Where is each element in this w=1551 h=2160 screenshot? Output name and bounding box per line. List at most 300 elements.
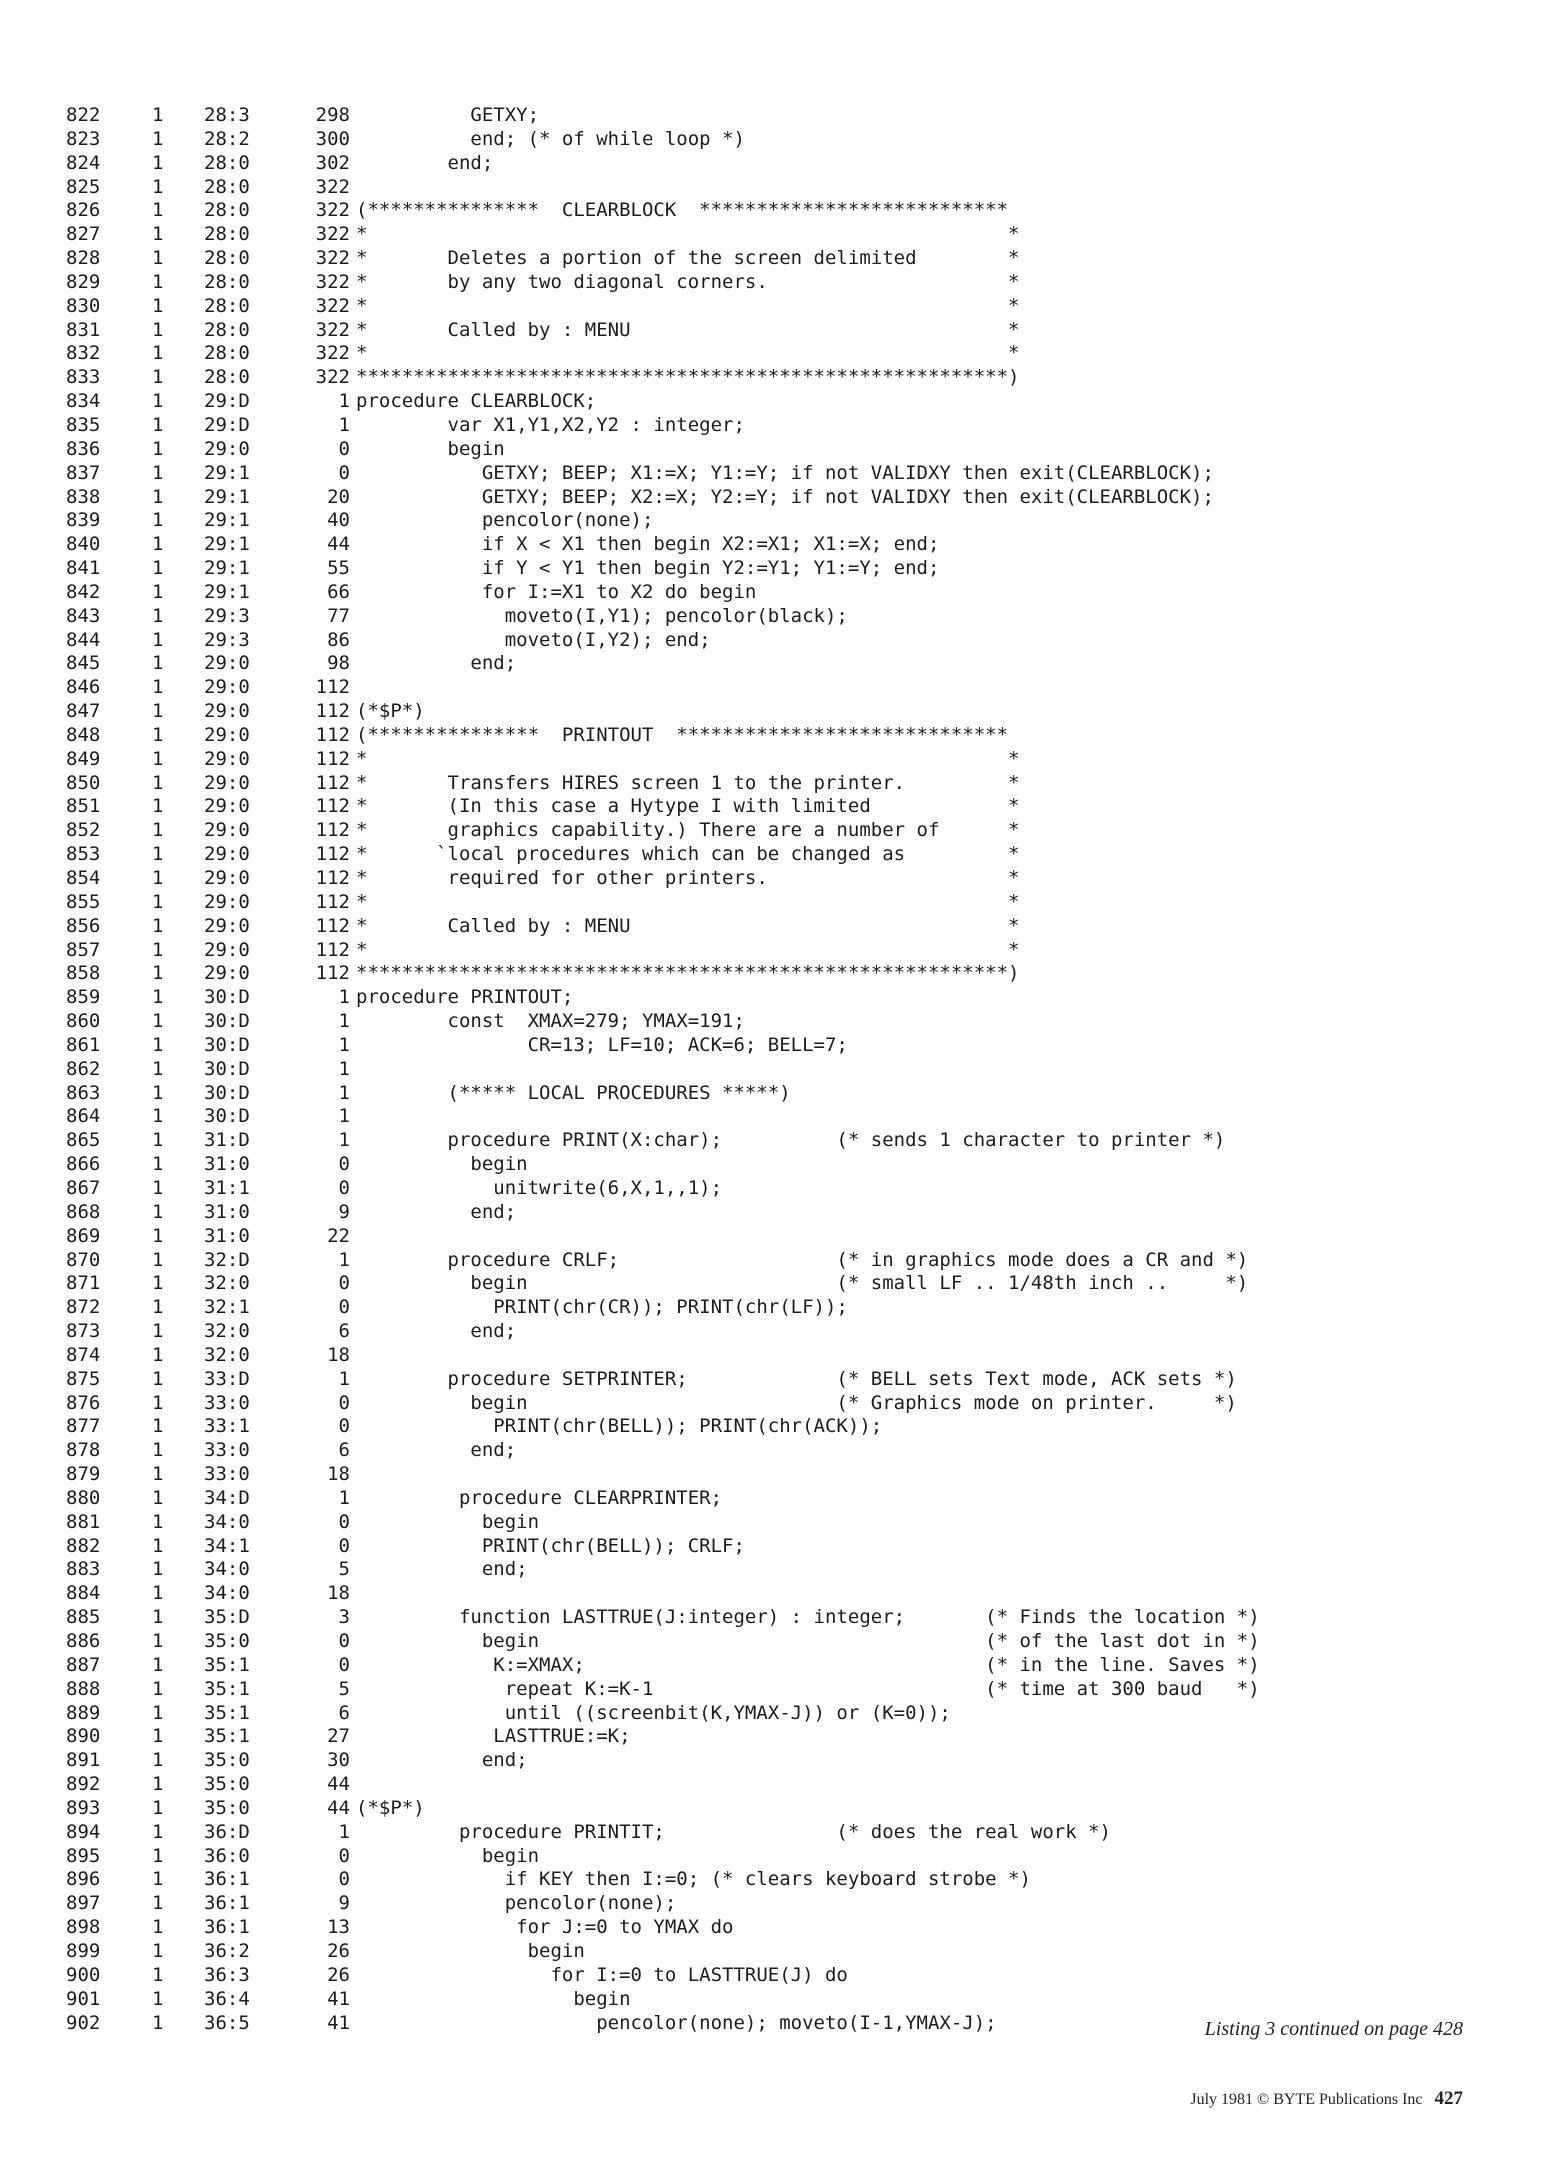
source-code: *********************************************************) — [356, 962, 1020, 985]
listing-row — [64, 1845, 1484, 1869]
segment-proc: 35:0 — [204, 1796, 250, 1819]
code-offset: 18 — [327, 1343, 350, 1366]
source-code: * * — [356, 938, 1020, 961]
segment-proc: 28:0 — [204, 294, 250, 317]
segment-proc: 28:3 — [204, 104, 250, 126]
code-offset: 0 — [338, 1534, 350, 1557]
segment-proc: 32:D — [204, 1248, 250, 1271]
code-offset: 1 — [338, 1033, 350, 1056]
lex-level: 1 — [152, 270, 164, 293]
lex-level: 1 — [152, 1820, 164, 1843]
listing-row — [64, 557, 1484, 581]
lex-level: 1 — [152, 1701, 164, 1724]
lex-level: 1 — [152, 580, 164, 603]
code-offset: 1 — [338, 1105, 350, 1128]
code-offset: 1 — [338, 986, 350, 1009]
segment-proc: 35:1 — [204, 1701, 250, 1724]
line-number: 862 — [66, 1057, 101, 1080]
line-number: 827 — [66, 223, 101, 246]
segment-proc: 30:D — [204, 1081, 250, 1104]
listing-row — [64, 199, 1484, 223]
line-number: 897 — [66, 1892, 101, 1915]
listing-row — [64, 1082, 1484, 1106]
segment-proc: 28:0 — [204, 199, 250, 222]
code-offset: 1 — [338, 413, 350, 436]
code-offset: 0 — [338, 1868, 350, 1891]
segment-proc: 28:0 — [204, 175, 250, 198]
code-offset: 86 — [327, 628, 350, 651]
line-number: 838 — [66, 485, 101, 508]
source-code: begin — [356, 1153, 528, 1176]
code-offset: 44 — [327, 1773, 350, 1796]
line-number: 849 — [66, 747, 101, 770]
source-code: moveto(I,Y2); end; — [356, 628, 711, 651]
line-number: 830 — [66, 294, 101, 317]
lex-level: 1 — [152, 2011, 164, 2034]
segment-proc: 32:0 — [204, 1272, 250, 1295]
segment-proc: 36:1 — [204, 1916, 250, 1939]
listing-row — [64, 1153, 1484, 1177]
lex-level: 1 — [152, 366, 164, 389]
lex-level: 1 — [152, 676, 164, 699]
listing-row — [64, 724, 1484, 748]
code-offset: 322 — [315, 247, 350, 270]
listing-row — [64, 1129, 1484, 1153]
source-code: until ((screenbit(K,YMAX-J)) or (K=0)); — [356, 1701, 951, 1724]
listing-row — [64, 1249, 1484, 1273]
lex-level: 1 — [152, 1868, 164, 1891]
line-number: 875 — [66, 1367, 101, 1390]
lex-level: 1 — [152, 1200, 164, 1223]
listing-row — [64, 247, 1484, 271]
source-code: * `local procedures which can be changed as * — [356, 843, 1020, 866]
lex-level: 1 — [152, 914, 164, 937]
source-code: procedure PRINTIT; (* does the real work *) — [356, 1820, 1111, 1843]
lex-level: 1 — [152, 1367, 164, 1390]
lex-level: 1 — [152, 843, 164, 866]
line-number: 896 — [66, 1868, 101, 1891]
lex-level: 1 — [152, 867, 164, 889]
listing-row — [64, 1487, 1484, 1511]
source-code: * by any two diagonal corners. * — [356, 270, 1020, 293]
source-code: pencolor(none); moveto(I-1,YMAX-J); — [356, 2011, 997, 2034]
source-code: for I:=0 to LASTTRUE(J) do — [356, 1963, 848, 1986]
segment-proc: 29:0 — [204, 723, 250, 746]
lex-level: 1 — [152, 199, 164, 222]
lex-level: 1 — [152, 437, 164, 460]
listing-row — [64, 772, 1484, 796]
segment-proc: 35:0 — [204, 1773, 250, 1796]
source-code: K:=XMAX; (* in the line. Saves *) — [356, 1653, 1260, 1676]
line-number: 894 — [66, 1820, 101, 1843]
code-offset: 1 — [338, 1010, 350, 1033]
source-code: procedure CRLF; (* in graphics mode does a CR and *) — [356, 1248, 1249, 1271]
lex-level: 1 — [152, 342, 164, 365]
code-offset: 44 — [327, 533, 350, 556]
line-number: 860 — [66, 1010, 101, 1033]
line-number: 873 — [66, 1320, 101, 1343]
listing-row — [64, 1010, 1484, 1034]
lex-level: 1 — [152, 1248, 164, 1271]
line-number: 878 — [66, 1439, 101, 1462]
source-code: (*************** PRINTOUT ***************************** — [356, 723, 1009, 746]
line-number: 888 — [66, 1677, 101, 1700]
listing-row — [64, 1272, 1484, 1296]
segment-proc: 33:0 — [204, 1391, 250, 1414]
lex-level: 1 — [152, 1987, 164, 2010]
code-offset: 6 — [338, 1439, 350, 1462]
lex-level: 1 — [152, 1105, 164, 1128]
segment-proc: 29:0 — [204, 700, 250, 723]
listing-row — [64, 1463, 1484, 1487]
listing-row — [64, 1773, 1484, 1797]
code-offset: 66 — [327, 580, 350, 603]
code-offset: 112 — [315, 962, 350, 985]
source-code: procedure PRINT(X:char); (* sends 1 character to printer *) — [356, 1129, 1226, 1152]
listing-row — [64, 1511, 1484, 1535]
segment-proc: 32:0 — [204, 1320, 250, 1343]
source-code: begin — [356, 1987, 631, 2010]
lex-level: 1 — [152, 628, 164, 651]
listing-row — [64, 1320, 1484, 1344]
code-offset: 322 — [315, 223, 350, 246]
source-code: end; — [356, 652, 517, 675]
code-offset: 41 — [327, 2011, 350, 2034]
lex-level: 1 — [152, 1773, 164, 1796]
listing-row — [64, 104, 1484, 128]
lex-level: 1 — [152, 485, 164, 508]
code-offset: 112 — [315, 771, 350, 794]
lex-level: 1 — [152, 151, 164, 174]
source-code: LASTTRUE:=K; — [356, 1725, 631, 1748]
segment-proc: 33:0 — [204, 1463, 250, 1486]
code-offset: 322 — [315, 342, 350, 365]
line-number: 833 — [66, 366, 101, 389]
line-number: 824 — [66, 151, 101, 174]
line-number: 840 — [66, 533, 101, 556]
line-number: 881 — [66, 1510, 101, 1533]
segment-proc: 29:1 — [204, 485, 250, 508]
segment-proc: 36:3 — [204, 1963, 250, 1986]
segment-proc: 29:0 — [204, 437, 250, 460]
listing-row — [64, 748, 1484, 772]
lex-level: 1 — [152, 747, 164, 770]
line-number: 884 — [66, 1582, 101, 1605]
line-number: 872 — [66, 1296, 101, 1319]
line-number: 858 — [66, 962, 101, 985]
lex-level: 1 — [152, 1510, 164, 1533]
segment-proc: 29:1 — [204, 580, 250, 603]
source-code: pencolor(none); — [356, 509, 654, 532]
listing-row — [64, 652, 1484, 676]
source-code: for I:=X1 to X2 do begin — [356, 580, 757, 603]
segment-proc: 36:1 — [204, 1892, 250, 1915]
lex-level: 1 — [152, 1033, 164, 1056]
code-offset: 0 — [338, 1176, 350, 1199]
source-code: end; — [356, 151, 494, 174]
line-number: 863 — [66, 1081, 101, 1104]
source-code: end; — [356, 1558, 528, 1581]
code-listing — [64, 104, 1484, 2035]
code-offset: 112 — [315, 723, 350, 746]
listing-row — [64, 319, 1484, 343]
segment-proc: 35:1 — [204, 1677, 250, 1700]
segment-proc: 35:0 — [204, 1749, 250, 1772]
listing-row — [64, 366, 1484, 390]
source-code: var X1,Y1,X2,Y2 : integer; — [356, 413, 745, 436]
listing-row — [64, 1654, 1484, 1678]
line-number: 877 — [66, 1415, 101, 1438]
listing-row — [64, 629, 1484, 653]
listing-row — [64, 438, 1484, 462]
listing-row — [64, 1988, 1484, 2012]
lex-level: 1 — [152, 1558, 164, 1581]
listing-row — [64, 1606, 1484, 1630]
code-offset: 98 — [327, 652, 350, 675]
line-number: 826 — [66, 199, 101, 222]
source-code: procedure SETPRINTER; (* BELL sets Text mode, ACK sets *) — [356, 1367, 1237, 1390]
line-number: 854 — [66, 867, 101, 889]
segment-proc: 29:0 — [204, 843, 250, 866]
line-number: 869 — [66, 1224, 101, 1247]
listing-row — [64, 1630, 1484, 1654]
line-number: 844 — [66, 628, 101, 651]
lex-level: 1 — [152, 509, 164, 532]
source-code: end; — [356, 1749, 528, 1772]
source-code: if X < X1 then begin X2:=X1; X1:=X; end; — [356, 533, 940, 556]
source-code: * * — [356, 342, 1020, 365]
lex-level: 1 — [152, 1224, 164, 1247]
listing-row — [64, 819, 1484, 843]
code-offset: 0 — [338, 1415, 350, 1438]
line-number: 886 — [66, 1630, 101, 1652]
lex-level: 1 — [152, 1391, 164, 1414]
source-code: PRINT(chr(BELL)); PRINT(chr(ACK)); — [356, 1415, 883, 1438]
segment-proc: 34:1 — [204, 1534, 250, 1557]
code-offset: 18 — [327, 1582, 350, 1605]
line-number: 832 — [66, 342, 101, 365]
listing-row — [64, 486, 1484, 510]
source-code: PRINT(chr(BELL)); CRLF; — [356, 1534, 745, 1557]
listing-row — [64, 1225, 1484, 1249]
lex-level: 1 — [152, 461, 164, 484]
listing-row — [64, 223, 1484, 247]
lex-level: 1 — [152, 1463, 164, 1486]
lex-level: 1 — [152, 223, 164, 246]
lex-level: 1 — [152, 390, 164, 413]
code-offset: 0 — [338, 1630, 350, 1652]
segment-proc: 28:0 — [204, 270, 250, 293]
line-number: 882 — [66, 1534, 101, 1557]
listing-row — [64, 939, 1484, 963]
source-code: * Called by : MENU * — [356, 318, 1020, 341]
listing-row — [64, 1582, 1484, 1606]
segment-proc: 29:0 — [204, 962, 250, 985]
line-number: 823 — [66, 127, 101, 150]
line-number: 902 — [66, 2011, 101, 2034]
segment-proc: 34:0 — [204, 1582, 250, 1605]
line-number: 837 — [66, 461, 101, 484]
listing-row — [64, 414, 1484, 438]
segment-proc: 34:D — [204, 1486, 250, 1509]
lex-level: 1 — [152, 247, 164, 270]
listing-row — [64, 1916, 1484, 1940]
code-offset: 30 — [327, 1749, 350, 1772]
lex-level: 1 — [152, 1081, 164, 1104]
lex-level: 1 — [152, 294, 164, 317]
listing-row — [64, 1749, 1484, 1773]
code-offset: 298 — [315, 104, 350, 126]
source-code: procedure CLEARBLOCK; — [356, 390, 597, 413]
code-offset: 1 — [338, 1248, 350, 1271]
segment-proc: 32:1 — [204, 1296, 250, 1319]
listing-row — [64, 1821, 1484, 1845]
line-number: 887 — [66, 1653, 101, 1676]
code-offset: 6 — [338, 1320, 350, 1343]
line-number: 853 — [66, 843, 101, 866]
code-offset: 13 — [327, 1916, 350, 1939]
code-offset: 20 — [327, 485, 350, 508]
source-code: * Deletes a portion of the screen delimited * — [356, 247, 1020, 270]
code-offset: 0 — [338, 1296, 350, 1319]
source-code: GETXY; BEEP; X1:=X; Y1:=Y; if not VALIDXY then exit(CLEARBLOCK); — [356, 461, 1214, 484]
code-offset: 3 — [338, 1606, 350, 1629]
segment-proc: 28:0 — [204, 342, 250, 365]
code-offset: 0 — [338, 461, 350, 484]
code-offset: 0 — [338, 1653, 350, 1676]
code-offset: 1 — [338, 1367, 350, 1390]
line-number: 861 — [66, 1033, 101, 1056]
line-number: 836 — [66, 437, 101, 460]
line-number: 835 — [66, 413, 101, 436]
segment-proc: 36:D — [204, 1820, 250, 1843]
line-number: 893 — [66, 1796, 101, 1819]
source-code: * * — [356, 890, 1020, 913]
code-offset: 55 — [327, 557, 350, 580]
code-offset: 1 — [338, 1820, 350, 1843]
code-offset: 112 — [315, 819, 350, 842]
source-code: pencolor(none); — [356, 1892, 677, 1915]
segment-proc: 29:0 — [204, 890, 250, 913]
source-code: (*$P*) — [356, 700, 425, 723]
source-code: * (In this case a Hytype I with limited * — [356, 795, 1020, 818]
segment-proc: 34:0 — [204, 1510, 250, 1533]
code-offset: 322 — [315, 318, 350, 341]
source-code: (*************** CLEARBLOCK *************************** — [356, 199, 1009, 222]
segment-proc: 33:D — [204, 1367, 250, 1390]
source-code: begin — [356, 1844, 540, 1867]
segment-proc: 28:0 — [204, 247, 250, 270]
segment-proc: 29:0 — [204, 795, 250, 818]
segment-proc: 28:0 — [204, 318, 250, 341]
lex-level: 1 — [152, 1415, 164, 1438]
code-offset: 1 — [338, 390, 350, 413]
source-code: (***** LOCAL PROCEDURES *****) — [356, 1081, 791, 1104]
lex-level: 1 — [152, 1963, 164, 1986]
lex-level: 1 — [152, 1630, 164, 1652]
segment-proc: 33:0 — [204, 1439, 250, 1462]
listing-row — [64, 1392, 1484, 1416]
segment-proc: 29:3 — [204, 628, 250, 651]
code-offset: 112 — [315, 914, 350, 937]
code-offset: 18 — [327, 1463, 350, 1486]
source-code: (*$P*) — [356, 1796, 425, 1819]
line-number: 874 — [66, 1343, 101, 1366]
line-number: 851 — [66, 795, 101, 818]
code-offset: 44 — [327, 1796, 350, 1819]
listing-row — [64, 1344, 1484, 1368]
listing-row — [64, 1368, 1484, 1392]
segment-proc: 28:0 — [204, 223, 250, 246]
lex-level: 1 — [152, 1010, 164, 1033]
segment-proc: 30:D — [204, 1033, 250, 1056]
lex-level: 1 — [152, 1343, 164, 1366]
source-code: begin — [356, 1939, 585, 1962]
lex-level: 1 — [152, 652, 164, 675]
line-number: 901 — [66, 1987, 101, 2010]
lex-level: 1 — [152, 700, 164, 723]
lex-level: 1 — [152, 104, 164, 126]
line-number: 831 — [66, 318, 101, 341]
code-offset: 112 — [315, 938, 350, 961]
lex-level: 1 — [152, 795, 164, 818]
line-number: 822 — [66, 104, 101, 126]
segment-proc: 33:1 — [204, 1415, 250, 1438]
source-code: if KEY then I:=0; (* clears keyboard strobe *) — [356, 1868, 1031, 1891]
code-offset: 26 — [327, 1963, 350, 1986]
line-number: 883 — [66, 1558, 101, 1581]
lex-level: 1 — [152, 1296, 164, 1319]
code-offset: 26 — [327, 1939, 350, 1962]
line-number: 879 — [66, 1463, 101, 1486]
code-offset: 112 — [315, 700, 350, 723]
code-offset: 9 — [338, 1892, 350, 1915]
listing-row — [64, 1702, 1484, 1726]
source-code: procedure CLEARPRINTER; — [356, 1486, 723, 1509]
lex-level: 1 — [152, 1796, 164, 1819]
source-code: * * — [356, 294, 1020, 317]
lex-level: 1 — [152, 1320, 164, 1343]
line-number: 866 — [66, 1153, 101, 1176]
line-number: 834 — [66, 390, 101, 413]
lex-level: 1 — [152, 986, 164, 1009]
lex-level: 1 — [152, 819, 164, 842]
segment-proc: 30:D — [204, 1057, 250, 1080]
source-code: end; — [356, 1200, 517, 1223]
segment-proc: 29:0 — [204, 676, 250, 699]
segment-proc: 29:0 — [204, 771, 250, 794]
listing-row — [64, 1034, 1484, 1058]
source-code: const XMAX=279; YMAX=191; — [356, 1010, 745, 1033]
listing-row — [64, 1558, 1484, 1582]
code-offset: 6 — [338, 1701, 350, 1724]
line-number: 865 — [66, 1129, 101, 1152]
source-code: end; — [356, 1320, 517, 1343]
source-code: GETXY; BEEP; X2:=X; Y2:=Y; if not VALIDXY then exit(CLEARBLOCK); — [356, 485, 1214, 508]
listing-row — [64, 1177, 1484, 1201]
line-number: 870 — [66, 1248, 101, 1271]
listing-row — [64, 1964, 1484, 1988]
listing-row — [64, 1940, 1484, 1964]
segment-proc: 29:3 — [204, 604, 250, 627]
segment-proc: 29:1 — [204, 533, 250, 556]
line-number: 891 — [66, 1749, 101, 1772]
code-offset: 9 — [338, 1200, 350, 1223]
source-code: repeat K:=K-1 (* time at 300 baud *) — [356, 1677, 1260, 1700]
line-number: 895 — [66, 1844, 101, 1867]
code-offset: 27 — [327, 1725, 350, 1748]
code-offset: 1 — [338, 1057, 350, 1080]
